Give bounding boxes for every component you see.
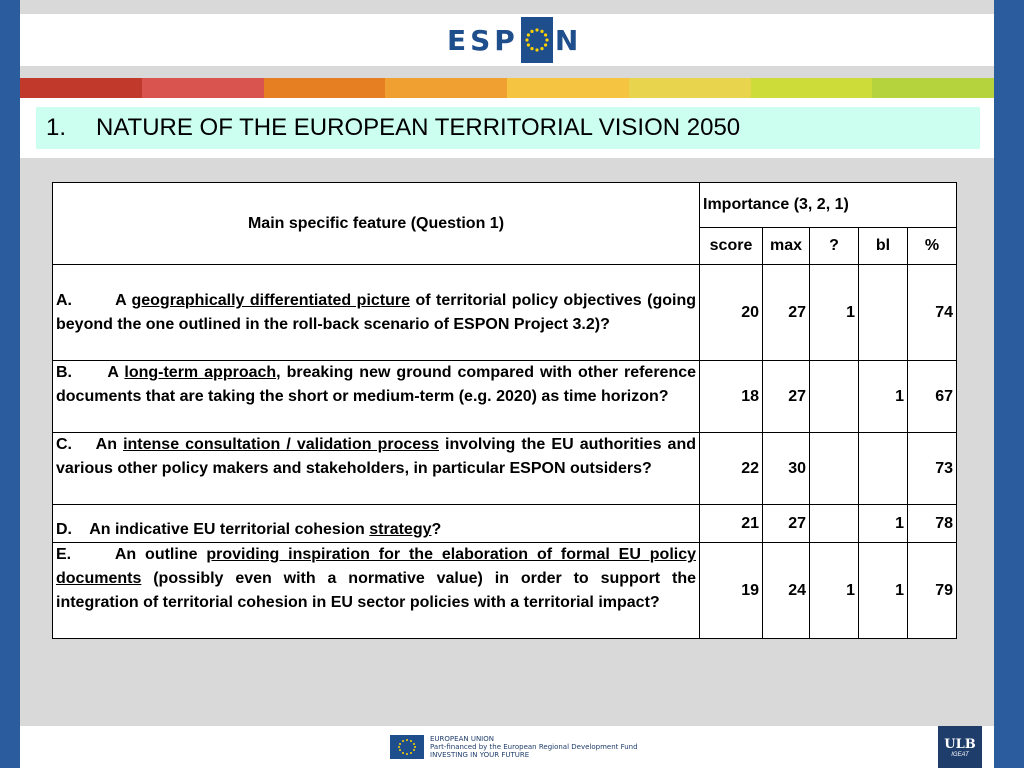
cell-question — [810, 433, 859, 505]
header-question: ? — [810, 228, 859, 265]
logo-text-left: ESP — [447, 23, 519, 57]
header-bl: bl — [859, 228, 908, 265]
cell-percent: 78 — [908, 505, 957, 543]
map-strip-segment — [264, 78, 386, 100]
eu-line-1: EUROPEAN UNION — [430, 735, 494, 743]
cell-question — [810, 505, 859, 543]
slide-title — [36, 107, 980, 149]
cell-question: 1 — [810, 265, 859, 361]
feature-c-rest: involving the EU authorities and various other policy makers and stakeholders, in particular ESPON outsiders? — [56, 436, 696, 477]
cell-score: 20 — [700, 265, 763, 361]
eu-stars-icon — [521, 17, 553, 63]
left-border-bar — [0, 0, 20, 768]
cell-max: 30 — [763, 433, 810, 505]
cell-question: 1 — [810, 543, 859, 639]
map-strip-segment — [629, 78, 751, 100]
map-strip-segment — [507, 78, 629, 100]
map-strip-segment — [142, 78, 264, 100]
header-importance: Importance (3, 2, 1) — [700, 183, 957, 228]
header-percent: % — [908, 228, 957, 265]
cell-bl: 1 — [859, 505, 908, 543]
map-strip-segment — [872, 78, 994, 100]
cell-percent: 79 — [908, 543, 957, 639]
title-text: NATURE OF THE EUROPEAN TERRITORIAL VISION 2050 — [96, 114, 741, 141]
feature-c-key: intense consultation / validation process — [123, 436, 439, 453]
eu-funding-note — [430, 735, 638, 759]
feature-d-key: strategy — [369, 521, 432, 538]
map-strip-segment — [385, 78, 507, 100]
right-border-bar — [994, 0, 1024, 768]
cell-percent: 67 — [908, 361, 957, 433]
eu-line-3: INVESTING IN YOUR FUTURE — [430, 751, 530, 759]
importance-table — [52, 182, 957, 639]
feature-a-rest: of territorial policy objectives (going beyond the one outlined in the roll-back scenario of ESPON Project 3.2)? — [56, 292, 697, 333]
title-number: 1. — [46, 114, 67, 141]
ulb-logo-text: ULB — [944, 736, 976, 752]
feature-a — [53, 265, 700, 361]
table-row — [53, 505, 957, 543]
cell-percent: 73 — [908, 433, 957, 505]
feature-c — [53, 433, 700, 505]
cell-bl: 1 — [859, 361, 908, 433]
header-main-feature: Main specific feature (Question 1) — [53, 183, 700, 265]
ulb-logo — [938, 726, 982, 768]
feature-e — [53, 543, 700, 639]
header-max: max — [763, 228, 810, 265]
cell-bl — [859, 265, 908, 361]
feature-e-prefix: E. An outline — [56, 546, 207, 563]
table-row — [53, 433, 957, 505]
cell-question — [810, 361, 859, 433]
cell-score: 19 — [700, 543, 763, 639]
cell-percent: 74 — [908, 265, 957, 361]
feature-b-prefix: B. A — [56, 364, 125, 381]
cell-bl: 1 — [859, 543, 908, 639]
cell-max: 27 — [763, 361, 810, 433]
cell-max: 27 — [763, 265, 810, 361]
map-strip-segment — [20, 78, 142, 100]
table-row — [53, 265, 957, 361]
feature-a-prefix: A. A — [56, 292, 132, 309]
cell-bl — [859, 433, 908, 505]
feature-e-key: providing inspiration for the elaboration of formal EU policy documents — [56, 546, 697, 587]
feature-b-rest: , breaking new ground compared with other reference documents that are taking the short or medium-term (e.g. 2020) as time horizon? — [56, 364, 697, 405]
feature-d — [53, 505, 700, 543]
feature-b-key: long-term approach — [124, 364, 277, 381]
cell-max: 27 — [763, 505, 810, 543]
feature-b — [53, 361, 700, 433]
cell-score: 22 — [700, 433, 763, 505]
eu-flag-icon — [390, 735, 424, 759]
espon-logo — [447, 16, 582, 64]
feature-a-key: geographically differentiated picture — [131, 292, 411, 309]
feature-e-rest: (possibly even with a normative value) in order to support the integration of territorial cohesion in EU sector policies with a territorial impact? — [56, 570, 696, 611]
cell-score: 21 — [700, 505, 763, 543]
header-row-1 — [53, 183, 957, 228]
logo-text-right: N — [554, 23, 583, 57]
table-row — [53, 361, 957, 433]
eu-line-2: Part-financed by the European Regional Development Fund — [430, 743, 638, 751]
table-row — [53, 543, 957, 639]
cell-score: 18 — [700, 361, 763, 433]
header-score: score — [700, 228, 763, 265]
decorative-map-strip — [20, 78, 994, 100]
ulb-logo-sub: IGEAT — [951, 751, 969, 758]
cell-max: 24 — [763, 543, 810, 639]
feature-c-prefix: C. An — [56, 436, 124, 453]
map-strip-segment — [751, 78, 873, 100]
feature-d-rest: ? — [431, 521, 442, 538]
feature-d-prefix: D. An indicative EU territorial cohesion — [56, 521, 370, 538]
